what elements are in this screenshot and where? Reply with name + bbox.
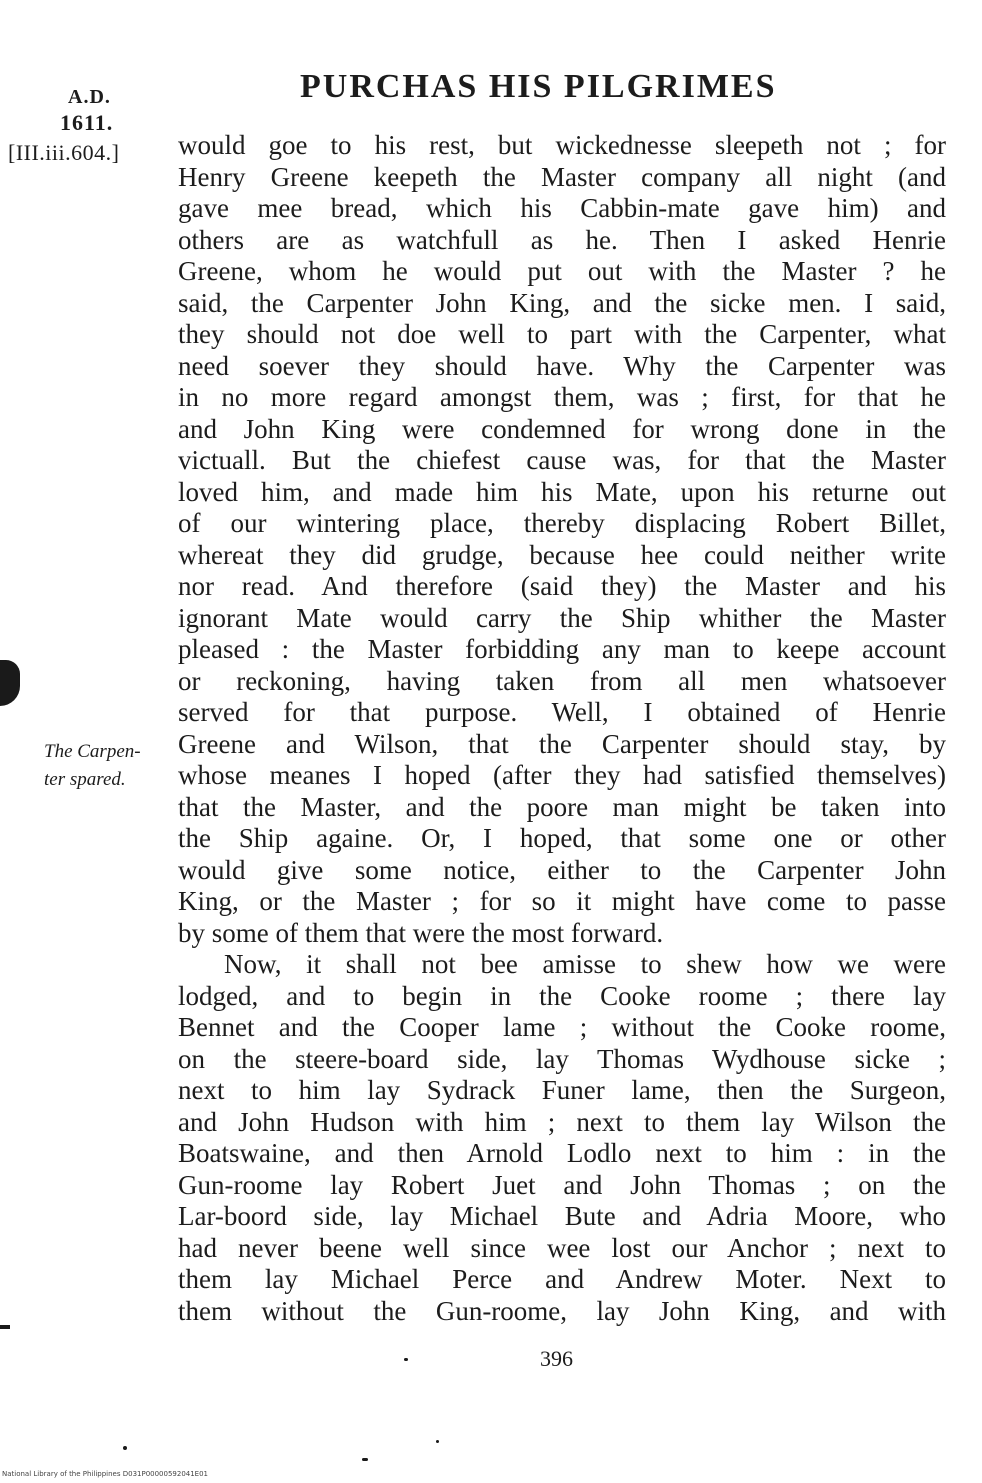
text-line: gave mee bread, which his Cabbin-mate gave him) and <box>178 193 946 223</box>
text-line: whereat they did grudge, because hee could neither write <box>178 539 946 570</box>
text-line: Bennet and the Cooper lame ; without the Cooke roome, <box>178 1012 946 1042</box>
text-line: need soever they should have. Why the Carpenter was <box>178 350 946 381</box>
text-line: would goe to his rest, but wickednesse sleepeth not ; for <box>178 130 946 160</box>
text-line: lodged, and to begin in the Cooke roome ; there lay <box>178 980 946 1011</box>
margin-note <box>44 738 184 794</box>
text-line: had never beene well since wee lost our Anchor ; next to <box>178 1232 946 1263</box>
text-line: loved him, and made him his Mate, upon his returne out <box>178 476 946 507</box>
year: 1611. <box>60 110 114 135</box>
text-line: Henry Greene keepeth the Master company all night (and <box>178 161 946 192</box>
ink-speck <box>404 1358 408 1361</box>
text-line: Lar-boord side, lay Michael Bute and Adria Moore, who <box>178 1201 946 1231</box>
text-line: King, or the Master ; for so it might have come to passe <box>178 886 946 916</box>
text-line: would give some notice, either to the Carpenter John <box>178 854 946 885</box>
year-prefix: A.D. <box>68 86 111 108</box>
text-line: others are as watchfull as he. Then I asked Henrie <box>178 224 946 255</box>
text-line: in no more regard amongst them, was ; first, for that he <box>178 382 946 412</box>
text-line: them lay Michael Perce and Andrew Moter. Next to <box>178 1264 946 1294</box>
text-line: whose meanes I hoped (after they had satisfied themselves) <box>178 760 946 790</box>
page-number: 396 <box>540 1346 573 1371</box>
text-line: pleased : the Master forbidding any man to keepe account <box>178 634 946 664</box>
text-line: they should not doe well to part with the Carpenter, what <box>178 319 946 349</box>
ink-speck <box>123 1446 127 1450</box>
text-line: by some of them that were the most forward. <box>178 917 664 948</box>
text-line: and John King were condemned for wrong done in the <box>178 413 946 444</box>
text-line: ignorant Mate would carry the Ship whither the Master <box>178 602 946 633</box>
margin-note-line: The Carpen- <box>44 741 141 762</box>
margin-note-line: ter spared. <box>44 769 126 790</box>
ink-mark <box>0 1325 10 1329</box>
text-line: that the Master, and the poore man might be taken into <box>178 791 946 822</box>
text-line: served for that purpose. Well, I obtained of Henrie <box>178 697 946 727</box>
text-line: Greene and Wilson, that the Carpenter should stay, by <box>178 728 946 759</box>
text-line: the Ship againe. Or, I hoped, that some one or other <box>178 823 946 853</box>
running-title: PURCHAS HIS PILGRIMES <box>300 68 777 105</box>
scan-credit: National Library of the Philippines D031P00000592041E01 <box>2 1470 209 1478</box>
text-line: Now, it shall not bee amisse to shew how we were <box>224 949 946 979</box>
text-line: or reckoning, having taken from all men whatsoever <box>178 665 946 696</box>
text-line: said, the Carpenter John King, and the sicke men. I said, <box>178 287 946 318</box>
text-line: Gun-roome lay Robert Juet and John Thomas ; on the <box>178 1169 946 1200</box>
volume-reference: [III.iii.604.] <box>8 140 120 165</box>
ink-speck <box>436 1440 439 1443</box>
text-line: nor read. And therefore (said they) the Master and his <box>178 571 946 601</box>
text-line: Boatswaine, and then Arnold Lodlo next to him : in the <box>178 1138 946 1168</box>
body-text <box>178 130 946 1327</box>
text-line: victuall. But the chiefest cause was, for that the Master <box>178 445 946 475</box>
ink-blot <box>0 660 20 706</box>
text-line: next to him lay Sydrack Funer lame, then the Surgeon, <box>178 1075 946 1105</box>
text-line: them without the Gun-roome, lay John King, and with <box>178 1295 946 1326</box>
text-line: on the steere-board side, lay Thomas Wydhouse sicke ; <box>178 1043 946 1074</box>
text-line: and John Hudson with him ; next to them lay Wilson the <box>178 1106 946 1137</box>
ink-speck <box>362 1458 368 1461</box>
text-line: Greene, whom he would put out with the Master ? he <box>178 256 946 286</box>
text-line: of our wintering place, thereby displacing Robert Billet, <box>178 508 946 538</box>
